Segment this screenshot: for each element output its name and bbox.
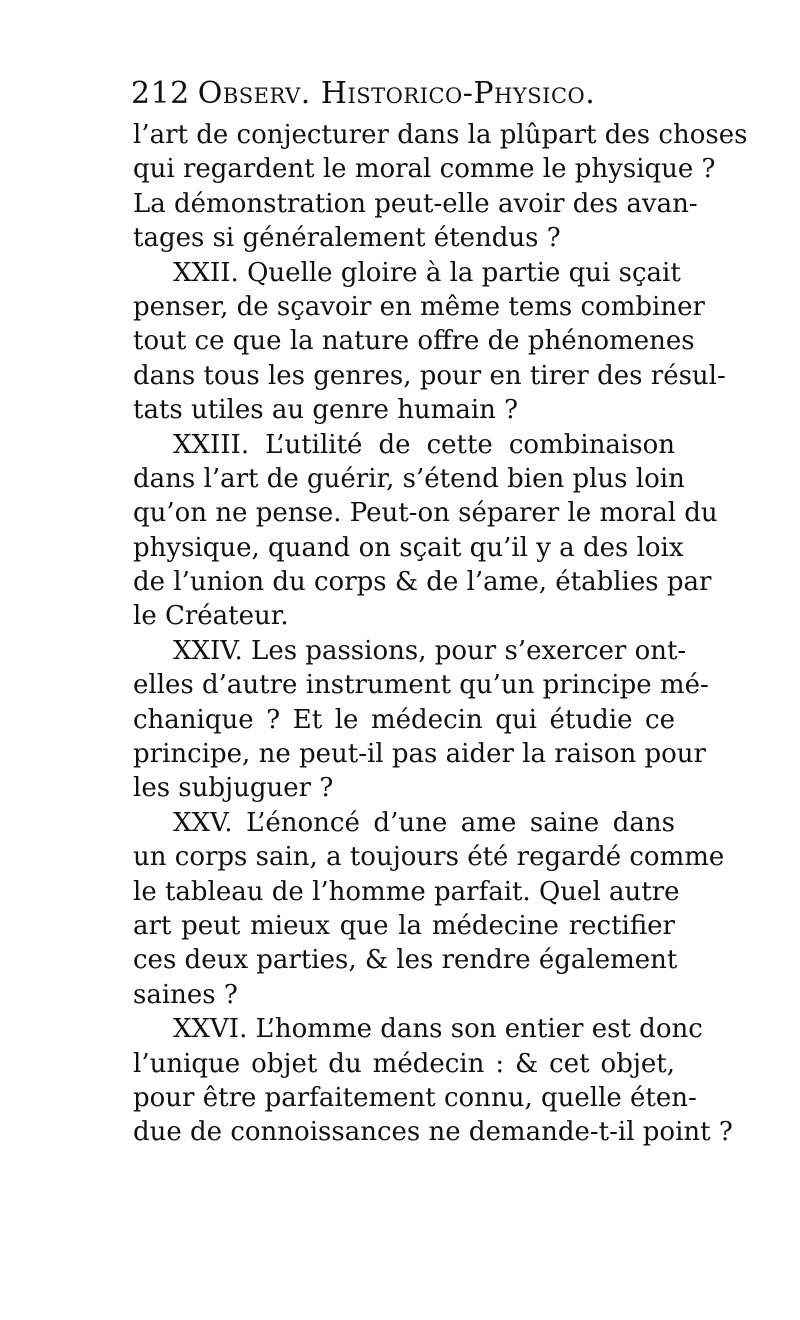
text-line: chanique ? Et le médecin qui étudie ce [133, 704, 675, 735]
text-line: dans l’art de guérir, s’étend bien plus loin [133, 463, 685, 494]
paragraph-xxii-first-line: XXII. Quelle gloire à la partie qui sçait [173, 257, 681, 288]
text-line: tages si généralement étendus ? [133, 223, 561, 254]
text-line: La démonstration peut-elle avoir des avan- [133, 188, 698, 219]
text-line: due de connoissances ne demande-t-il point ? [133, 1117, 733, 1148]
page-number: 212 [131, 76, 190, 111]
running-title: Observ. Historico-Physico. [197, 76, 596, 111]
text-line: saines ? [133, 979, 238, 1010]
text-line: tout ce que la nature offre de phénomenes [133, 326, 695, 357]
text-line: pour être parfaitement connu, quelle éten- [133, 1082, 697, 1113]
paragraph-xxiv-first-line: XXIV. Les passions, pour s’exercer ont- [173, 635, 687, 666]
paragraph-xxiii-first-line: XXIII. L’utilité de cette combinaison [173, 429, 675, 460]
running-head [131, 72, 676, 116]
body-text [133, 118, 748, 1150]
text-line: un corps sain, a toujours été regardé comme [133, 842, 725, 873]
text-line: dans tous les genres, pour en tirer des résul- [133, 360, 726, 391]
text-line: de l’union du corps & de l’ame, établies par [133, 567, 712, 598]
text-line: le Créateur. [133, 601, 289, 632]
text-line: les subjuguer ? [133, 773, 334, 804]
text-line: l’art de conjecturer dans la plûpart des choses [133, 120, 748, 150]
text-line: penser, de sçavoir en même tems combiner [133, 291, 705, 322]
text-line: physique, quand on sçait qu’il y a des loix [133, 532, 684, 563]
paragraph-xxvi-first-line: XXVI. L’homme dans son entier est donc [173, 1014, 703, 1045]
text-line: tats utiles au genre humain ? [133, 395, 519, 426]
paragraph-xxv-first-line: XXV. L’énoncé d’une ame saine dans [173, 807, 675, 838]
text-line: qu’on ne pense. Peut-on séparer le moral du [133, 498, 718, 529]
text-line: principe, ne peut-il pas aider la raison pour [133, 739, 706, 770]
text-line: art peut mieux que la médecine rectifier [133, 910, 675, 941]
text-line: l’unique objet du médecin : & cet objet, [133, 1048, 675, 1079]
text-line: qui regardent le moral comme le physique ? [133, 154, 716, 185]
text-line: elles d’autre instrument qu’un principe mé- [133, 670, 709, 701]
text-line: ces deux parties, & les rendre également [133, 945, 678, 976]
text-line: le tableau de l’homme parfait. Quel autre [133, 876, 680, 907]
